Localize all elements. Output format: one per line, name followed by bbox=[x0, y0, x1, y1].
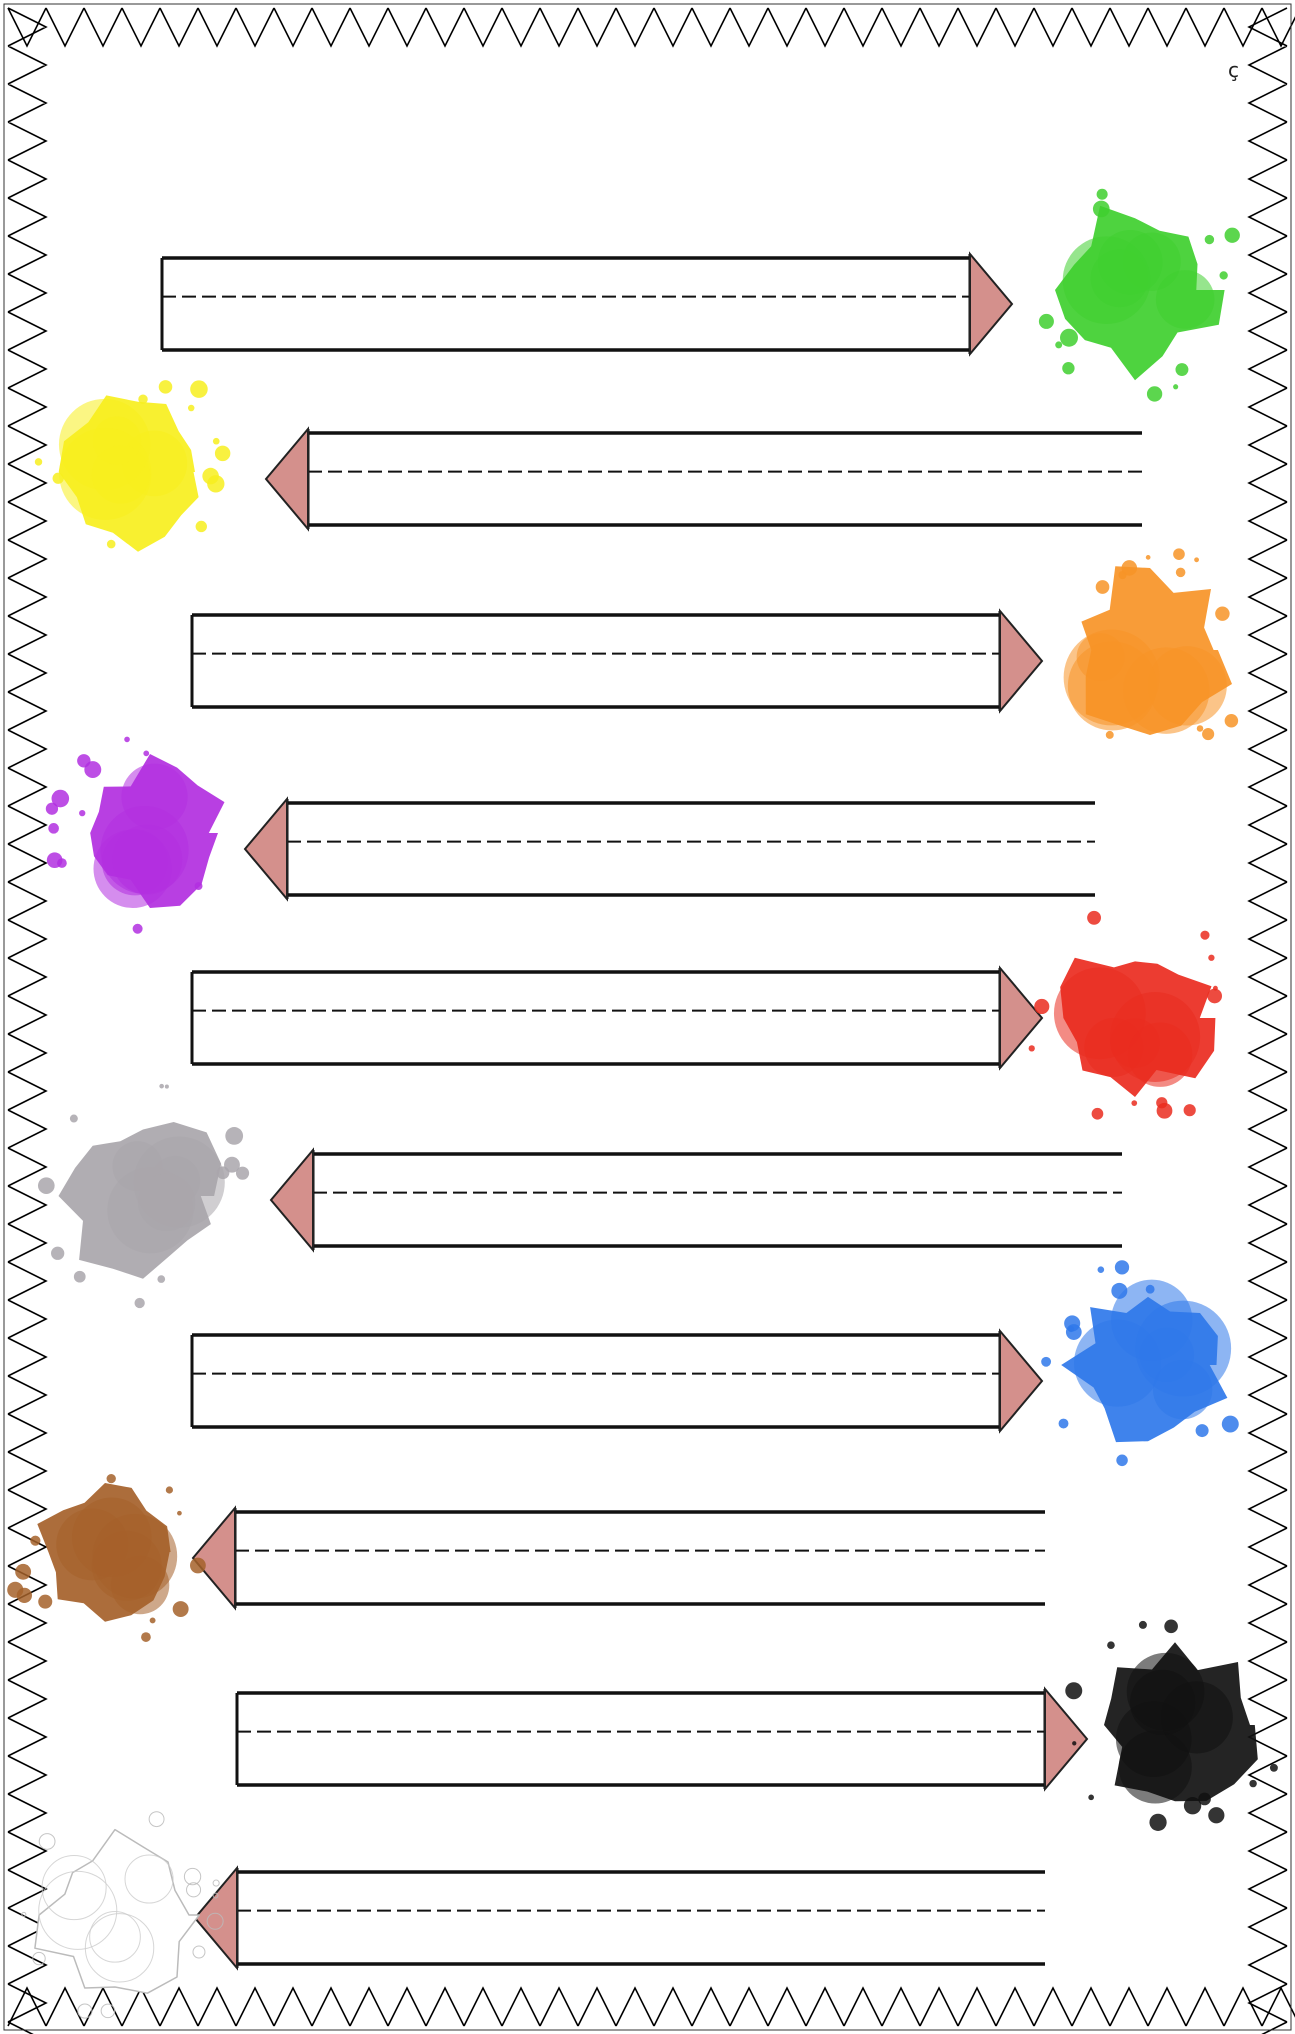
writing-row-green bbox=[162, 189, 1240, 402]
paint-splat-yellow bbox=[35, 380, 231, 552]
arrow-tip-right bbox=[1000, 968, 1042, 1068]
paint-splat-blue bbox=[1041, 1260, 1239, 1466]
border-top bbox=[8, 8, 1295, 46]
writing-rows bbox=[7, 189, 1278, 2018]
writing-row-red bbox=[192, 911, 1222, 1120]
border-bottom bbox=[8, 1988, 1295, 2026]
paint-splat-gray bbox=[38, 1084, 249, 1308]
arrow-tip-left bbox=[271, 1150, 313, 1250]
writing-row-white bbox=[22, 1812, 1045, 2018]
writing-row-brown bbox=[7, 1474, 1045, 1642]
corner-mark: ç bbox=[1228, 58, 1239, 82]
paint-splat-purple bbox=[46, 737, 225, 934]
border-left bbox=[8, 8, 46, 2034]
writing-row-orange bbox=[192, 548, 1238, 740]
arrow-tip-right bbox=[1045, 1689, 1087, 1789]
paint-splat-white bbox=[22, 1812, 223, 2018]
writing-row-gray bbox=[38, 1084, 1122, 1308]
paint-splat-brown bbox=[7, 1474, 206, 1642]
writing-row-purple bbox=[46, 737, 1095, 934]
paint-splat-green bbox=[1039, 189, 1240, 402]
paint-splat-red bbox=[1029, 911, 1222, 1120]
paint-splat-orange bbox=[1064, 548, 1239, 740]
arrow-tip-left bbox=[195, 1868, 237, 1968]
arrow-tip-right bbox=[970, 254, 1012, 354]
writing-row-yellow bbox=[35, 380, 1142, 552]
arrow-tip-left bbox=[266, 429, 308, 529]
arrow-tip-right bbox=[1000, 1331, 1042, 1431]
writing-row-blue bbox=[192, 1260, 1239, 1466]
arrow-tip-left bbox=[245, 799, 287, 899]
writing-row-black bbox=[237, 1620, 1278, 1831]
paint-splat-black bbox=[1065, 1620, 1278, 1831]
arrow-tip-right bbox=[1000, 611, 1042, 711]
